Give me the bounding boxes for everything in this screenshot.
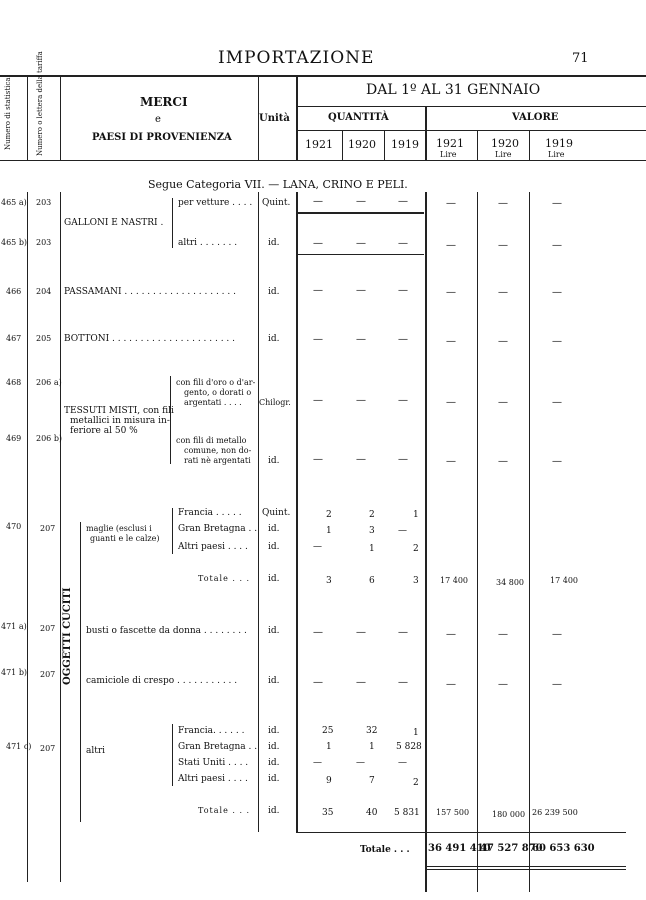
unit: id. — [268, 774, 280, 784]
d468-5: — — [498, 397, 508, 408]
d469-2: — — [356, 454, 366, 465]
header-quantita: QUANTITÀ — [328, 112, 389, 123]
d465b-6: — — [552, 240, 562, 251]
tar-471c: 207 — [40, 744, 56, 753]
col-line-2 — [60, 75, 61, 160]
stat-468: 468 — [6, 378, 22, 387]
d466-2: — — [356, 285, 366, 296]
d465a-4: — — [446, 198, 456, 209]
year-q-1921: 1921 — [305, 138, 333, 151]
q1921: — — [313, 542, 322, 552]
d471b-4: — — [446, 679, 456, 690]
page-number: 71 — [572, 51, 589, 66]
total-v1919: 17 400 — [550, 576, 578, 585]
lire-1919: Lire — [548, 150, 565, 159]
d467-1: — — [313, 334, 323, 345]
country: Stati Uniti . . . . — [178, 758, 249, 768]
country: Francia . . . . . — [178, 508, 242, 518]
unit-467: id. — [268, 334, 280, 344]
tessuti-2: metallici in misura in- — [70, 416, 170, 426]
col-line-8 — [477, 130, 478, 160]
q1919: 1 — [413, 728, 419, 738]
unit-471a: id. — [268, 626, 280, 636]
d465b-3: — — [398, 238, 408, 249]
body-col-v1920 — [477, 192, 478, 892]
body-col-qty — [296, 192, 298, 832]
d471b-6: — — [552, 679, 562, 690]
country: Altri paesi . . . . — [178, 774, 248, 784]
q1920: 7 — [369, 776, 375, 786]
total-v1921: 157 500 — [436, 808, 470, 817]
q1919: 2 — [413, 778, 419, 788]
q1921: 25 — [322, 726, 334, 736]
unit: Quint. — [262, 508, 291, 518]
stat-465a: 465 a) — [1, 198, 27, 207]
total-unit: id. — [268, 806, 280, 816]
tar-467: 205 — [36, 334, 52, 343]
total-q1921: 35 — [322, 808, 334, 818]
maglie-2: guanti e le calze) — [90, 534, 160, 543]
sub-469-1: con fili di metallo — [176, 436, 247, 445]
oggetti-cuciti: OGGETTI CUCITI — [62, 587, 73, 685]
q1919: 1 — [413, 510, 419, 520]
body-col-tar — [60, 192, 61, 882]
header-valore: VALORE — [512, 112, 559, 123]
unit-465a: Quint. — [262, 198, 291, 208]
unit: id. — [268, 758, 280, 768]
total-v1920: 34 800 — [496, 578, 524, 587]
grand-total-underline — [426, 866, 626, 867]
stat-471c: 471 c) — [6, 742, 32, 751]
grand-total-v1919: 60 653 630 — [532, 843, 595, 854]
grand-total-underline-2 — [426, 869, 626, 870]
grand-total-v1920: 47 527 870 — [480, 843, 543, 854]
brace-tessuti — [170, 376, 171, 464]
unit-468: Chilogr. — [259, 398, 291, 407]
sub-468-2: gento, o dorati o — [184, 388, 252, 397]
page-title: IMPORTAZIONE — [218, 48, 375, 68]
d465a-1: — — [313, 196, 323, 207]
year-q-1920: 1920 — [348, 138, 376, 151]
grand-total-v1921: 36 491 410 — [428, 843, 491, 854]
q1920: — — [356, 758, 365, 768]
d465b-2: — — [356, 238, 366, 249]
total-v1919: 26 239 500 — [532, 808, 578, 817]
d465b-5: — — [498, 240, 508, 251]
unit-469: id. — [268, 456, 280, 466]
year-v-1920: 1920 — [491, 137, 519, 150]
tessuti-1: TESSUTI MISTI, con fili — [64, 406, 174, 416]
q1919: — — [398, 526, 407, 536]
d468-3: — — [398, 395, 408, 406]
d469-4: — — [446, 456, 456, 467]
country: Gran Bretagna . . — [178, 742, 258, 752]
grand-total-label: Totale . . . — [360, 845, 410, 855]
tar-471b: 207 — [40, 670, 56, 679]
d471a-6: — — [552, 629, 562, 640]
tar-469: 206 b) — [36, 434, 63, 443]
q1921: 1 — [326, 526, 332, 536]
d469-6: — — [552, 456, 562, 467]
tar-468: 206 a) — [36, 378, 62, 387]
country: Altri paesi . . . . — [178, 542, 248, 552]
col-line-4 — [296, 75, 298, 160]
d466-6: — — [552, 287, 562, 298]
label-busti: busti o fascette da donna . . . . . . . . — [86, 626, 247, 636]
stat-465b: 465 b) — [1, 238, 28, 247]
col-line-9 — [529, 130, 530, 160]
section-title: Segue Categoria VII. — LANA, CRINO E PELI. — [148, 178, 408, 191]
stat-471b: 471 b) — [1, 668, 28, 677]
country: Francia. . . . . . — [178, 726, 245, 736]
body-col-val — [425, 192, 427, 892]
header-top-rule — [0, 75, 646, 77]
header-period: DAL 1º AL 31 GENNAIO — [366, 82, 541, 98]
country: Gran Bretagna . . — [178, 524, 258, 534]
q1920: 3 — [369, 526, 375, 536]
d468-4: — — [446, 397, 456, 408]
d467-2: — — [356, 334, 366, 345]
d466-1: — — [313, 285, 323, 296]
total-q1920: 6 — [369, 576, 375, 586]
d468-2: — — [356, 395, 366, 406]
d469-1: — — [313, 454, 323, 465]
header-paesi: PAESI DI PROVENIENZA — [92, 132, 232, 143]
sub-468-3: argentati . . . . — [184, 398, 242, 407]
d471a-3: — — [398, 627, 408, 638]
d471b-5: — — [498, 679, 508, 690]
q1920: 2 — [369, 510, 375, 520]
col-line-1 — [27, 75, 28, 160]
q1921: 9 — [326, 776, 332, 786]
sub-per-vetture: per vetture . . . . — [178, 198, 253, 208]
brace-galloni — [172, 198, 173, 248]
d465a-3: — — [398, 196, 408, 207]
rule-465b — [298, 254, 424, 255]
total-q1919: 3 — [413, 576, 419, 586]
tessuti-3: feriore al 50 % — [70, 426, 138, 436]
d465a-2: — — [356, 196, 366, 207]
d467-3: — — [398, 334, 408, 345]
q1921: 1 — [326, 742, 332, 752]
total-q1921: 3 — [326, 576, 332, 586]
d471b-2: — — [356, 677, 366, 688]
tar-471a: 207 — [40, 624, 56, 633]
unit: id. — [268, 742, 280, 752]
header-e: e — [155, 114, 161, 125]
sub-468-1: con fili d'oro o d'ar- — [176, 378, 256, 387]
stat-471a: 471 a) — [1, 622, 27, 631]
rule-465a — [298, 212, 424, 214]
body-col-stat — [27, 192, 28, 882]
q1920: 32 — [366, 726, 378, 736]
header-merci: MERCI — [140, 95, 188, 109]
label-galloni: GALLONI E NASTRI . — [64, 218, 164, 228]
d466-5: — — [498, 287, 508, 298]
d467-6: — — [552, 336, 562, 347]
col-line-6 — [384, 130, 385, 160]
unit: id. — [268, 524, 280, 534]
d469-5: — — [498, 456, 508, 467]
grand-total-rule — [296, 832, 626, 833]
unit-465b: id. — [268, 238, 280, 248]
d465a-6: — — [552, 198, 562, 209]
q1920: 1 — [369, 742, 375, 752]
label-passamani: PASSAMANI . . . . . . . . . . . . . . . . . . . . — [64, 287, 236, 297]
header-bottom-rule — [0, 160, 646, 161]
lire-1921: Lire — [440, 150, 457, 159]
sub-469-3: rati nè argentati — [184, 456, 251, 465]
total-v1921: 17 400 — [440, 576, 468, 585]
brace-altri — [172, 724, 173, 786]
d468-6: — — [552, 397, 562, 408]
d471b-3: — — [398, 677, 408, 688]
unit: id. — [268, 726, 280, 736]
d467-4: — — [446, 336, 456, 347]
unit: id. — [268, 542, 280, 552]
body-col-v1919 — [529, 192, 530, 892]
sub-altri: altri . . . . . . . — [178, 238, 238, 248]
d471a-2: — — [356, 627, 366, 638]
stat-470: 470 — [6, 522, 22, 531]
total-q1919: 5 831 — [394, 808, 420, 818]
year-v-1921: 1921 — [436, 137, 464, 150]
header-unita: Unità — [259, 113, 290, 124]
d471b-1: — — [313, 677, 323, 688]
total-label: Totale . . . — [198, 574, 251, 583]
lire-1920: Lire — [495, 150, 512, 159]
total-v1920: 180 000 — [492, 810, 526, 819]
d468-1: — — [313, 395, 323, 406]
sub-469-2: comune, non do- — [184, 446, 252, 455]
total-label: Totale . . . — [198, 806, 251, 815]
label-camiciole: camiciole di crespo . . . . . . . . . . . — [86, 676, 238, 686]
d471a-1: — — [313, 627, 323, 638]
tar-466: 204 — [36, 287, 52, 296]
label-altri: altri — [86, 746, 106, 756]
total-unit: id. — [268, 574, 280, 584]
label-bottoni: BOTTONI . . . . . . . . . . . . . . . . . . . . . . — [64, 334, 236, 344]
col-line-5 — [342, 130, 343, 160]
col-line-7 — [425, 106, 427, 160]
d466-3: — — [398, 285, 408, 296]
unit-471b: id. — [268, 676, 280, 686]
col-numero-statistica: Numero di statistica — [4, 77, 12, 150]
d471a-5: — — [498, 629, 508, 640]
maglie-1: maglie (esclusi i — [86, 524, 152, 533]
q1919: 5 828 — [396, 742, 422, 752]
tar-465a: 203 — [36, 198, 52, 207]
q1921: 2 — [326, 510, 332, 520]
q1921: — — [313, 758, 322, 768]
q1919: — — [398, 758, 407, 768]
d467-5: — — [498, 336, 508, 347]
unit-466: id. — [268, 287, 280, 297]
brace-maglie — [172, 508, 173, 554]
d469-3: — — [398, 454, 408, 465]
tar-470: 207 — [40, 524, 56, 533]
d471a-4: — — [446, 629, 456, 640]
total-q1920: 40 — [366, 808, 378, 818]
q1919: 2 — [413, 544, 419, 554]
year-v-1919: 1919 — [545, 137, 573, 150]
q1920: 1 — [369, 544, 375, 554]
d465a-5: — — [498, 198, 508, 209]
d465b-4: — — [446, 240, 456, 251]
col-numero-tariffa: Numero o lettera della tariffa — [36, 51, 44, 156]
period-rule — [296, 106, 646, 107]
years-rule — [296, 130, 646, 131]
stat-467: 467 — [6, 334, 22, 343]
stat-469: 469 — [6, 434, 22, 443]
stat-466: 466 — [6, 287, 22, 296]
d465b-1: — — [313, 238, 323, 249]
body-col-unit — [258, 192, 259, 832]
d466-4: — — [446, 287, 456, 298]
year-q-1919: 1919 — [391, 138, 419, 151]
brace-oggetti — [80, 522, 81, 822]
tar-465b: 203 — [36, 238, 52, 247]
